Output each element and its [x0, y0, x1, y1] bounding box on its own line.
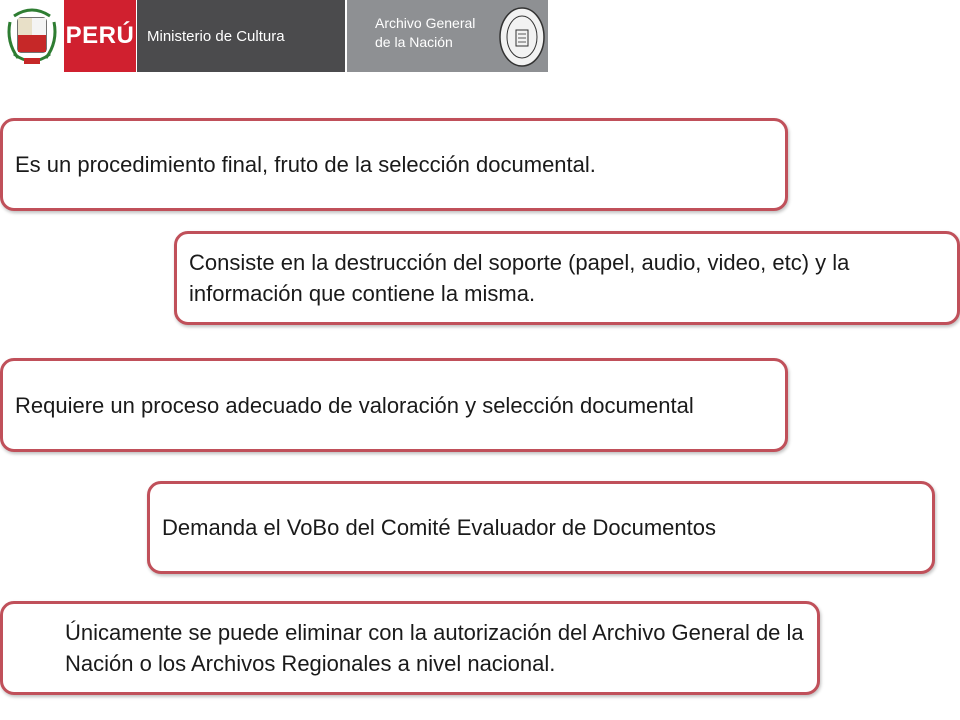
archive-line-1: Archivo General [375, 15, 476, 31]
statement-text-3: Requiere un proceso adecuado de valoración y selección documental [15, 392, 694, 418]
ministry-label: Ministerio de Cultura [137, 0, 345, 72]
statement-text-2: Consiste en la destrucción del soporte (papel, audio, video, etc) y la información que contiene la misma. [189, 250, 850, 306]
statement-text-4: Demanda el VoBo del Comité Evaluador de Documentos [162, 515, 716, 540]
statement-box-2 [174, 231, 960, 325]
archive-seal-icon [498, 6, 546, 68]
archive-line-2: de la Nación [375, 34, 453, 50]
statement-box-3 [0, 358, 788, 452]
statement-text-5: Únicamente se puede eliminar con la autorización del Archivo General de la Nación o los Archivos Regionales a nivel nacional. [65, 620, 804, 676]
statement-box-4 [147, 481, 935, 574]
statement-text-1: Es un procedimiento final, fruto de la selección documental. [15, 152, 596, 177]
statement-box-5 [0, 601, 820, 695]
peru-label: PERÚ [64, 0, 136, 72]
coat-of-arms-icon [4, 2, 60, 72]
statement-box-1 [0, 118, 788, 211]
